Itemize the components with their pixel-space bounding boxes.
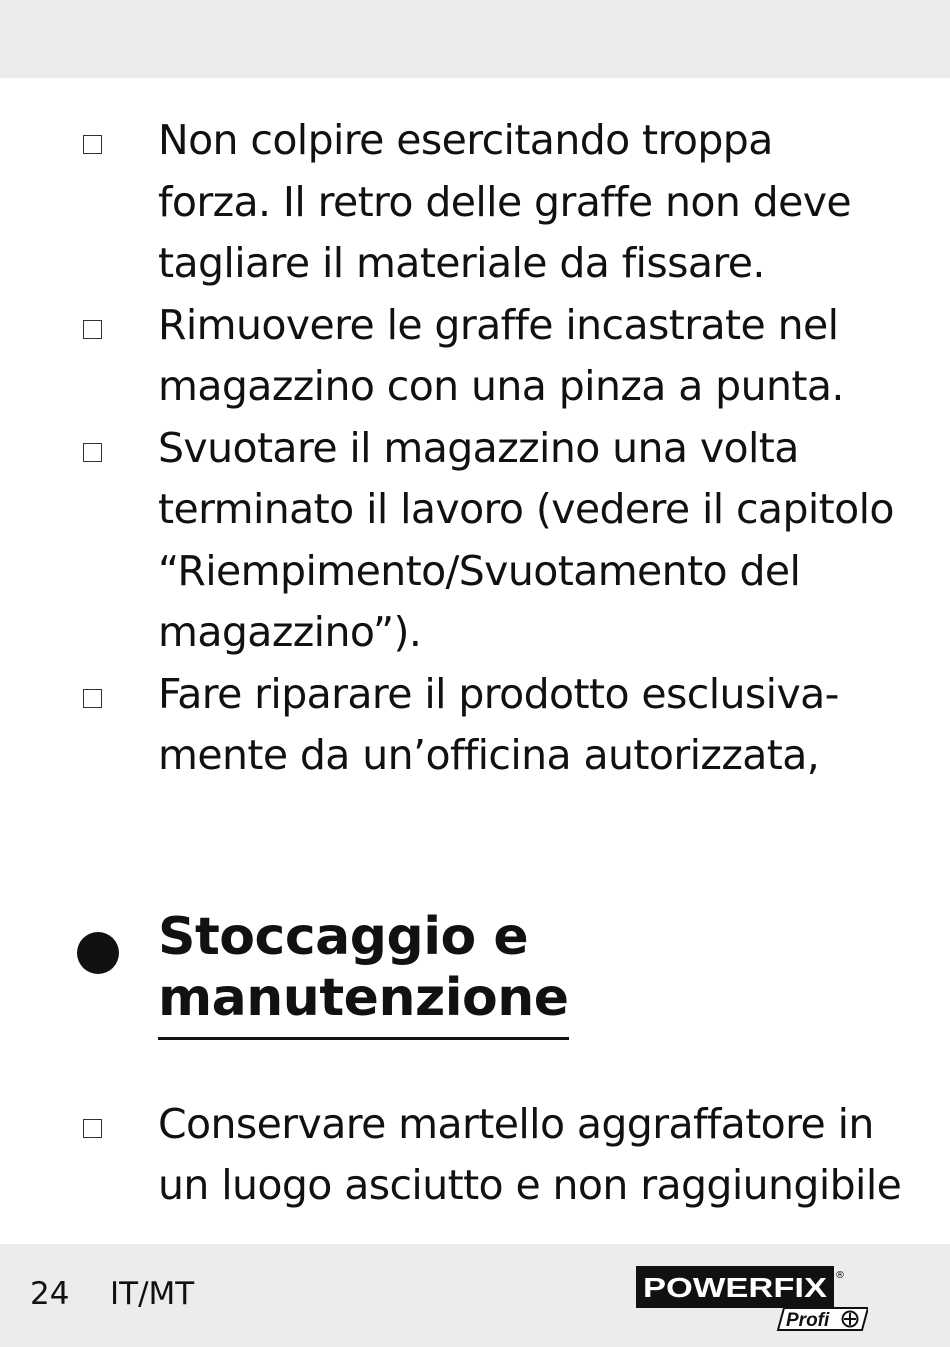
list-item — [0, 1094, 950, 1217]
logo-brand: POWERFIX — [643, 1272, 828, 1303]
top-band — [0, 0, 950, 78]
list-item-text: Rimuovere le graffe incastrate nel magazzino con una pinza a punta. — [158, 300, 844, 410]
list-item-text: Non colpire esercitando troppa forza. Il retro delle graffe non deve tagliare il materiale da fissare. — [158, 116, 851, 287]
page-footer — [0, 1244, 950, 1347]
section-bullet-icon — [77, 932, 119, 974]
list-item — [0, 418, 950, 664]
logo-registered-mark: ® — [835, 1270, 845, 1281]
checkbox-bullet-icon — [83, 689, 102, 708]
section-heading — [0, 907, 950, 1040]
checkbox-bullet-icon — [83, 443, 102, 462]
list-item — [0, 110, 950, 295]
section-title: Stoccaggio e manutenzione — [158, 907, 569, 1040]
list-item-text: Fare riparare il prodotto esclusiva- mente da un’officina autorizzata, — [158, 669, 839, 779]
language-code: IT/MT — [110, 1276, 195, 1312]
powerfix-logo — [636, 1266, 868, 1332]
page-number: 24 — [30, 1276, 70, 1312]
checkbox-bullet-icon — [83, 1119, 102, 1138]
plus-circle-icon — [843, 1312, 858, 1327]
checkbox-bullet-icon — [83, 135, 102, 154]
list-item-text: Conservare martello aggraffatore in un luogo asciutto e non raggiungibile — [158, 1099, 902, 1209]
list-item — [0, 664, 950, 787]
checkbox-bullet-icon — [83, 320, 102, 339]
page-content — [0, 110, 950, 1217]
list-item — [0, 295, 950, 418]
logo-profi: Profi — [786, 1310, 830, 1331]
list-item-text: Svuotare il magazzino una volta terminato il lavoro (vedere il capitolo “Riempimento/Svuotamento del magazzino”). — [158, 423, 894, 656]
